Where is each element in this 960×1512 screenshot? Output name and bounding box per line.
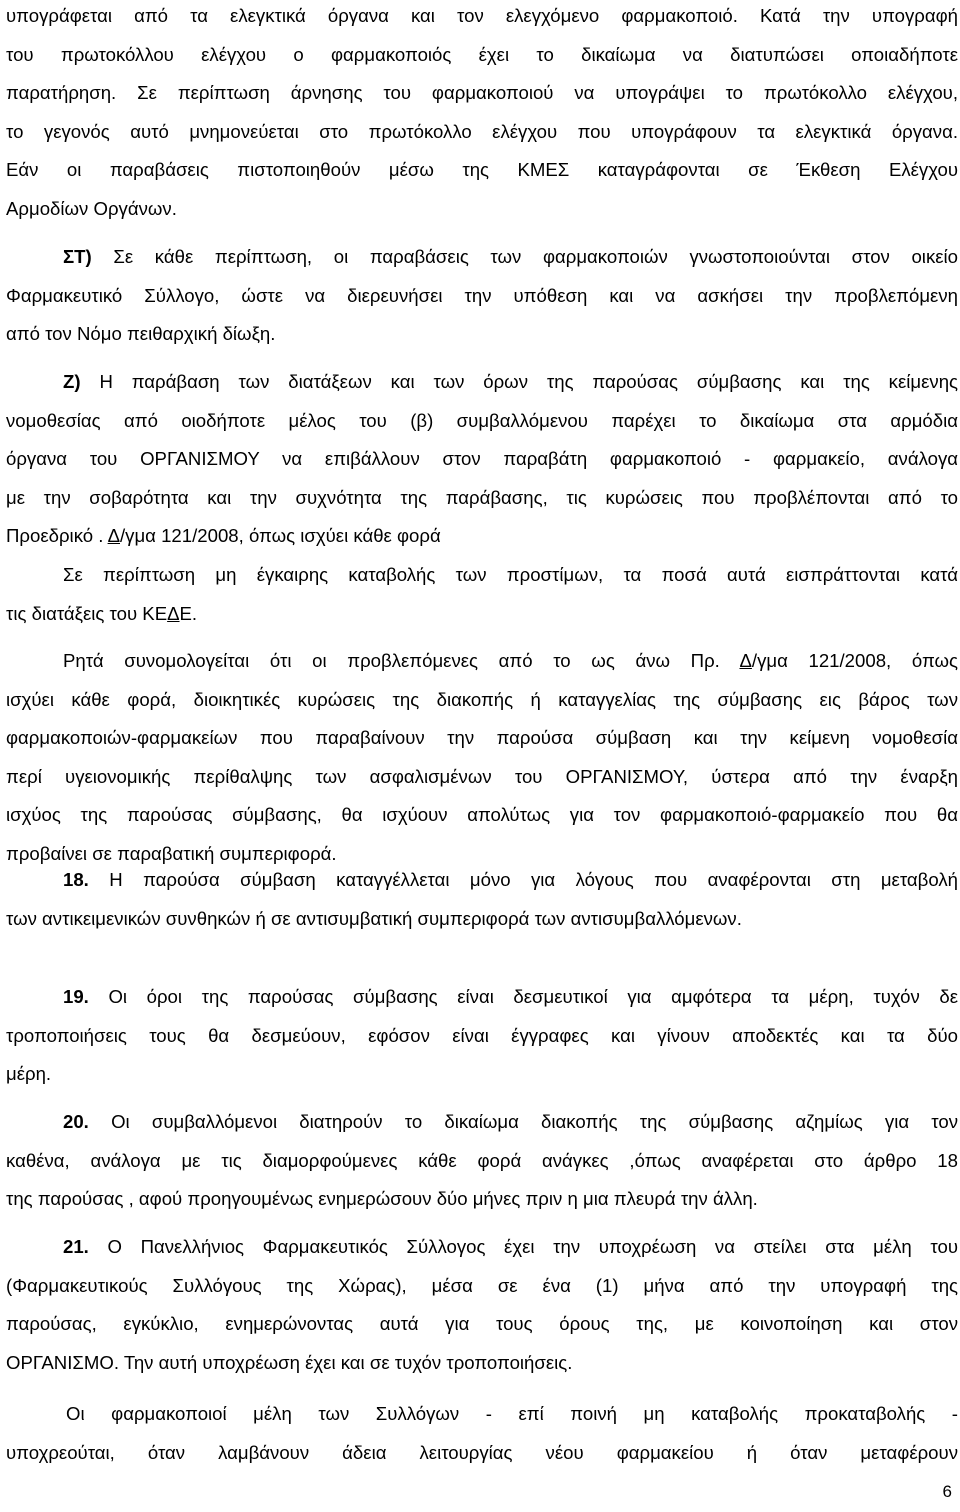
text-line: νομοθεσίας από οιοδήποτε μέλος του (β) συμβαλλόμενου παρέχει το δικαίωμα στα αρμόδια xyxy=(6,409,958,431)
text-run: Η παράβαση των διατάξεων και των όρων της παρούσας σύμβασης και της κείμενης xyxy=(80,371,958,392)
text-line: όργανα του ΟΡΓΑΝΙΣΜΟΥ να επιβάλλουν στον παραβάτη φαρμακοποιό - φαρμακείο, ανάλογα xyxy=(6,448,958,470)
underlined-text: Δ xyxy=(107,525,120,547)
text-line: φαρμακοποιών-φαρμακείων που παραβαίνουν την παρούσα σύμβαση και την κείμενη νομοθεσία xyxy=(6,727,958,749)
text-line xyxy=(6,595,958,634)
paragraph-continuation xyxy=(6,0,958,229)
text-line: περί υγειονομικής περίθαλψης των ασφαλισμένων του ΟΡΓΑΝΙΣΜΟΥ, ύστερα από την έναρξη xyxy=(6,765,958,787)
text-run: /γμα 121/2008, όπως xyxy=(751,650,958,671)
text-run: τις διατάξεις του ΚΕ xyxy=(6,602,168,624)
text-line: του πρωτοκόλλου ελέγχου ο φαρμακοποιός έχει το δικαίωμα να διατυπώσει οποιαδήποτε xyxy=(6,43,958,65)
text-line: προβαίνει σε παραβατική συμπεριφορά. xyxy=(6,842,337,864)
text-line xyxy=(6,978,958,1017)
paragraph-agreed xyxy=(6,642,958,874)
text-line: ισχύει κάθε φορά, διοικητικές κυρώσεις της διακοπής ή καταγγελίας της σύμβασης εις βάρος των xyxy=(6,688,958,710)
text-run: Ρητά συνομολογείται ότι οι προβλεπόμενες από το ως άνω Πρ. xyxy=(63,650,740,671)
text-line: μέρη. xyxy=(6,1063,52,1085)
text-line: Οι φαρμακοποιοί μέλη των Συλλόγων - επί ποινή μη καταβολής προκαταβολής - xyxy=(66,1403,958,1424)
text-line: καθένα, ανάλογα με τις διαμορφούμενες κάθε φορά ανάγκες ,όπως αναφέρεται στο άρθρο 18 xyxy=(6,1149,958,1171)
text-run: Ο Πανελλήνιος Φαρμακευτικός Σύλλογος έχει την υποχρέωση να στείλει στα μέλη του xyxy=(88,1236,958,1257)
text-run: Σε κάθε περίπτωση, οι παραβάσεις των φαρμακοποιών γνωστοποιούνται στον οικείο xyxy=(91,246,958,267)
paragraph-st xyxy=(6,238,958,354)
paragraph-label: ΣΤ) xyxy=(63,246,92,267)
text-line: των αντικειμενικών συνθηκών ή σε αντισυμβατική συμπεριφορά των αντισυμβαλλόμενων. xyxy=(6,907,742,929)
article-number: 19. xyxy=(63,986,89,1007)
text-line: της παρούσας , αφού προηγουμένως ενημερώσουν δύο μήνες πριν η μια πλευρά την άλλη. xyxy=(6,1188,758,1210)
text-line: Εάν οι παραβάσεις πιστοποιηθούν μέσω της ΚΜΕΣ καταγράφονται σε Έκθεση Ελέγχου xyxy=(6,159,958,181)
text-line: Σε περίπτωση μη έγκαιρης καταβολής των προστίμων, τα ποσά αυτά εισπράττονται κατά xyxy=(63,564,958,585)
underlined-text: Δ xyxy=(739,650,752,671)
text-line xyxy=(6,861,958,900)
text-line xyxy=(6,642,958,681)
article-number: 21. xyxy=(63,1236,89,1257)
underlined-text: Δ xyxy=(167,602,180,624)
text-run: Οι συμβαλλόμενοι διατηρούν το δικαίωμα διακοπής της σύμβασης αζημίως για τον xyxy=(88,1111,958,1132)
text-line xyxy=(6,363,958,402)
paragraph-z xyxy=(6,363,958,556)
paragraph-label: Ζ) xyxy=(63,371,81,392)
text-line: παρούσας, εγκύκλιο, ενημερώνοντας αυτά για τους όρους της, με κοινοποίηση και στον xyxy=(6,1313,958,1335)
text-run: Η παρούσα σύμβαση καταγγέλλεται μόνο για λόγους που αναφέρονται στη μεταβολή xyxy=(88,869,958,890)
text-line xyxy=(6,1228,958,1267)
article-number: 18. xyxy=(63,869,89,890)
text-line: ισχύος της παρούσας σύμβασης, θα ισχύουν απολύτως για τον φαρμακοποιό-φαρμακείο που θα xyxy=(6,804,958,826)
text-line: παρατήρηση. Σε περίπτωση άρνησης του φαρμακοποιού να υπογράψει το πρωτόκολλο ελέγχου, xyxy=(6,82,958,104)
text-run: /γμα 121/2008, όπως ισχύει κάθε φορά xyxy=(120,525,441,547)
text-line: με την σοβαρότητα και την συχνότητα της παράβασης, τις κυρώσεις που προβλέπονται από το xyxy=(6,486,958,508)
text-line xyxy=(6,1103,958,1142)
text-line: υπογράφεται από τα ελεγκτικά όργανα και τον ελεγχόμενο φαρμακοποιό. Κατά την υπογραφή xyxy=(6,5,958,26)
paragraph-fines xyxy=(6,556,958,633)
text-run: Οι όροι της παρούσας σύμβασης είναι δεσμευτικοί για αμφότερα τα μέρη, τυχόν δε xyxy=(88,986,958,1007)
text-line: από τον Νόμο πειθαρχική δίωξη. xyxy=(6,323,276,345)
text-line xyxy=(6,238,958,277)
article-18 xyxy=(6,861,958,938)
text-line xyxy=(6,517,958,556)
article-21 xyxy=(6,1228,958,1382)
text-line: ΟΡΓΑΝΙΣΜΟ. Την αυτή υποχρέωση έχει και σε τυχόν τροποποιήσεις. xyxy=(6,1351,573,1373)
article-19 xyxy=(6,978,958,1094)
page-number: 6 xyxy=(942,1482,952,1501)
text-run: Προεδρικό . xyxy=(6,525,108,547)
paragraph-members xyxy=(6,1395,958,1472)
article-number: 20. xyxy=(63,1111,89,1132)
text-line: υποχρεούται, όταν λαμβάνουν άδεια λειτουργίας νέου φαρμακείου ή όταν μεταφέρουν xyxy=(6,1441,958,1463)
text-run: Ε. xyxy=(179,602,198,624)
text-line: (Φαρμακευτικούς Συλλόγους της Χώρας), μέσα σε ένα (1) μήνα από την υπογραφή της xyxy=(6,1274,958,1296)
text-line: Αρμοδίων Οργάνων. xyxy=(6,197,177,219)
document-page xyxy=(6,0,958,1512)
article-20 xyxy=(6,1103,958,1219)
text-line: Φαρμακευτικό Σύλλογο, ώστε να διερευνήσει την υπόθεση και να ασκήσει την προβλεπόμενη xyxy=(6,284,958,306)
text-line: τροποποιήσεις τους θα δεσμεύουν, εφόσον είναι έγγραφες και γίνουν αποδεκτές και τα δύο xyxy=(6,1024,958,1046)
text-line: το γεγονός αυτό μνημονεύεται στο πρωτόκολλο ελέγχου που υπογράφουν τα ελεγκτικά όργανα. xyxy=(6,120,958,142)
